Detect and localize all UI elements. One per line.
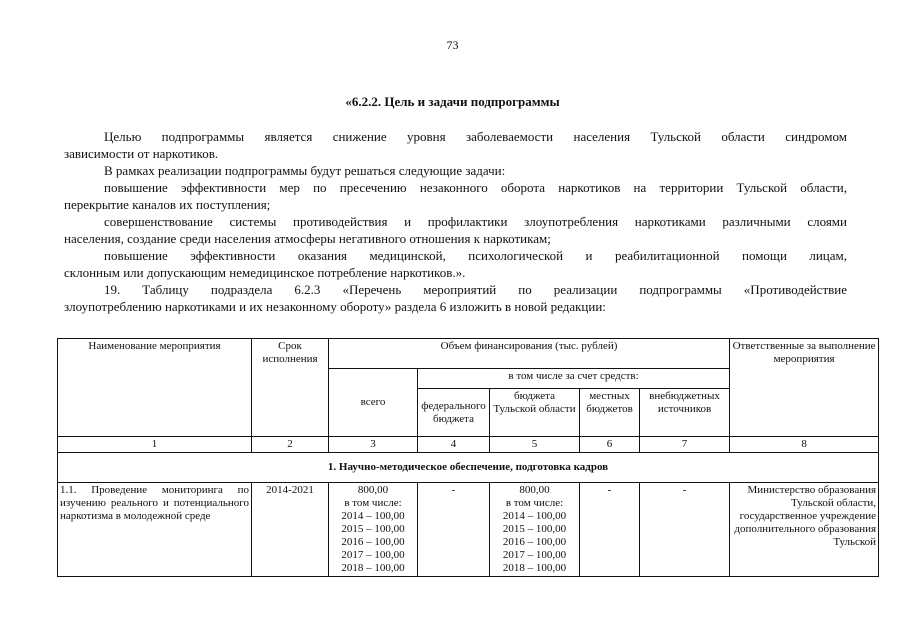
cell-regional-line: в том числе:: [505, 497, 564, 509]
column-number: 4: [418, 437, 490, 453]
header-funding: Объем финансирования (тыс. рублей): [329, 339, 730, 369]
paragraph-task1: [64, 179, 847, 196]
column-number: 7: [640, 437, 730, 453]
paragraph-tasks-intro: В рамках реализации подпрограммы будут решаться следующие задачи:: [104, 163, 506, 178]
cell-regional-line: 2018 – 100,00: [502, 562, 567, 574]
header-total: всего: [329, 369, 418, 437]
paragraph-goal-line2: зависимости от наркотиков.: [64, 146, 219, 161]
cell-total-line: 2018 – 100,00: [341, 562, 405, 574]
paragraph-item19-line1: 19. Таблицу подраздела 6.2.3 «Перечень мероприятий по реализации подпрограммы «Противодействие: [104, 282, 847, 297]
cell-regional-line: 2014 – 100,00: [502, 510, 567, 522]
paragraph-task2: [64, 213, 847, 230]
paragraph-task1-line1: повышение эффективности мер по пресечению незаконного оборота наркотиков на территории Тульской области,: [104, 180, 847, 195]
paragraph-task3-line1: повышение эффективности оказания медицинской, психологической и реабилитационной помощи лицам,: [104, 248, 847, 263]
cell-total-line: 2014 – 100,00: [341, 510, 405, 522]
paragraph-task2-line2: населения, создание среди населения атмосферы негативного отношения к наркотикам;: [64, 231, 551, 246]
header-responsible: Ответственные за выполнение мероприятия: [730, 339, 879, 437]
cell-total-line: 2015 – 100,00: [341, 523, 405, 535]
column-number: 2: [252, 437, 329, 453]
column-number: 1: [58, 437, 252, 453]
cell-regional-line: 2015 – 100,00: [502, 523, 567, 535]
cell-total-line: 2017 – 100,00: [341, 549, 405, 561]
cell-total-line: 2016 – 100,00: [341, 536, 405, 548]
paragraph-task3-line2: склонным или допускающим немедицинское потребление наркотиков.».: [64, 265, 466, 280]
measures-table: [57, 338, 879, 577]
header-local: местных бюджетов: [580, 389, 640, 437]
paragraph-task3: [64, 247, 847, 264]
column-number: 8: [730, 437, 879, 453]
header-regional: бюджета Тульской области: [490, 389, 580, 437]
column-number: 5: [490, 437, 580, 453]
header-including: в том числе за счет средств:: [418, 369, 730, 389]
paragraph-goal-line1: Целью подпрограммы является снижение уровня заболеваемости населения Тульской области синдромом: [104, 129, 847, 144]
section-title: 1. Научно-методическое обеспечение, подготовка кадров: [58, 453, 879, 483]
page-number: 73: [446, 38, 459, 52]
cell-regional: [490, 483, 580, 577]
header-name: Наименование мероприятия: [58, 339, 252, 437]
document-body: [64, 128, 847, 315]
cell-responsible: Министерство образования Тульской области, государственное учреждение дополнительного образования Тульской: [730, 483, 879, 577]
cell-total-line: в том числе:: [344, 497, 402, 509]
header-federal: федерального бюджета: [418, 389, 490, 437]
cell-regional-line: 2017 – 100,00: [502, 549, 567, 561]
table-row: [58, 483, 879, 577]
header-extra: внебюджетных источников: [640, 389, 730, 437]
cell-measure-name: 1.1. Проведение мониторинга по изучению реального и потенциального наркотизма в молодежной среде: [58, 483, 252, 577]
paragraph-goal: [64, 128, 847, 145]
header-term: Срок исполнения: [252, 339, 329, 437]
paragraph-item19: [64, 281, 847, 298]
cell-extra: -: [640, 483, 730, 577]
cell-local: -: [580, 483, 640, 577]
cell-federal: -: [418, 483, 490, 577]
column-number: 6: [580, 437, 640, 453]
column-number: 3: [329, 437, 418, 453]
cell-total: [329, 483, 418, 577]
cell-regional-line: 800,00: [519, 484, 550, 496]
cell-term: 2014-2021: [252, 483, 329, 577]
section-heading: «6.2.2. Цель и задачи подпрограммы: [345, 94, 560, 109]
paragraph-item19-line2: злоупотреблению наркотиками и их незаконному обороту» раздела 6 изложить в новой редакции:: [64, 299, 606, 314]
cell-regional-line: 2016 – 100,00: [502, 536, 567, 548]
cell-total-line: 800,00: [357, 484, 389, 496]
paragraph-task2-line1: совершенствование системы противодействия и профилактики злоупотребления наркотиками различными слоями: [104, 214, 847, 229]
paragraph-task1-line2: перекрытие каналов их поступления;: [64, 197, 271, 212]
